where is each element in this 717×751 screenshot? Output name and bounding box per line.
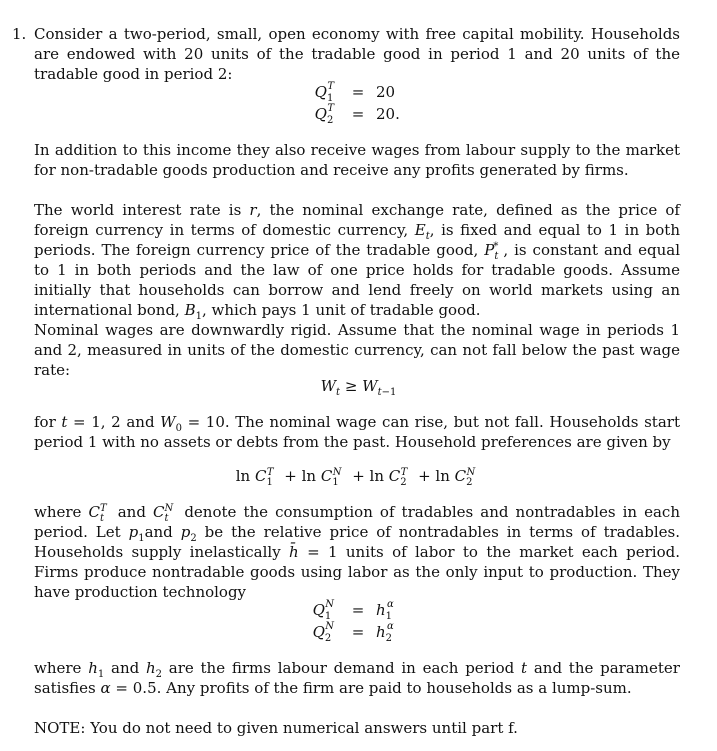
interest-rate-paragraph: The world interest rate is r, the nominal exchange rate, defined as the price of foreign currency in terms of domestic currency, $E_t$, is fixed and equal to 1 in both periods. The foreign currency price of the tradable good, $P_t^*$ , is constant and equal to 1 in both periods and the law of one price holds for tradable goods. Assume initially that households can borrow and lend freely on world markets using an international bond, $B_1$, which pays 1 unit of tradable good. bbox=[34, 201, 680, 322]
consumption-paragraph: where $C_t^T$ and $C_t^N$ denote the consumption of tradables and nontradables in each period. Let $p_1and$ $p_2$ be the relative price of nontradables in terms of tradables. Households supply inelastically h̄ = 1 units of labor to the market each period. Firms produce nontradable goods using labor as the only input to production. They have production technology bbox=[34, 503, 680, 601]
labour-demand-paragraph: where $h_1$ and $h_2$ are the firms labour demand in each period t and the parameter satisfies α = 0.5. Any profits of the firm are paid to households as a lump-sum. bbox=[34, 659, 680, 697]
item-number: 1. bbox=[12, 25, 27, 43]
wage-conditions-paragraph: for t = 1, 2 and $W_0 = 10$. The nominal wage can rise, but not fall. Households start period 1 with no assets or debts from the past. Household preferences are given by bbox=[34, 413, 680, 451]
intro-paragraph: Consider a two-period, small, open economy with free capital mobility. Households are endowed with 20 units of the tradable good in period 1 and 20 units of the tradable good in period 2: bbox=[34, 25, 680, 83]
income-paragraph: In addition to this income they also receive wages from labour supply to the market for non-tradable goods production and receive any profits generated by firms. bbox=[34, 141, 680, 179]
wage-rigidity-paragraph: Nominal wages are downwardly rigid. Assume that the nominal wage in periods 1 and 2, measured in units of the domestic currency, can not fall below the past wage rate: bbox=[34, 321, 680, 379]
problem-page: 1. Consider a two-period, small, open economy with free capital mobility. Households are endowed with 20 units of the tradable good in period 1 and 20 units of the tradable good in period 2: $Q_1^T$ = 20 $Q_2^T$ = 20. In addition to this income they also receive wages from labour supply to the market for non-tradable goods production and receive any profits generated by firms. The world interest rate is r, the nominal exchange rate, defined as the price of foreign currency in terms of domestic currency, $E_t$, is fixed and equal to 1 in both periods. The foreign currency price of the tradable good, $P_t^*$ , is constant and equal to 1 in both periods and the law of one price holds for tradable goods. Assume initially that households can borrow and lend freely on world markets using an international bond, $B_1$, which pays 1 unit of tradable good. Nominal wages are downwardly rigid. Assume that the nominal wage in periods 1 and 2, measured in units of the domestic currency, can not fall below the past wage rate: $W_t \ge W_{t-1}$ for t = 1, 2 and $W_0 = 10$. The nominal wage can rise, but not fall. Households start period 1 with no assets or debts from the past. Household preferences are given by $\ln C_1^T + \ln C_1^N + \ln C_2^T + \ln C_2^N$ where $C_t^T$ and $C_t^N$ denote the consumption of tradables and nontradables in each period. Let $p_1and$ $p_2$ be the relative price of nontradables in terms of tradables. Households supply inelastically h̄ = 1 units of labor to the market each period. Firms produce nontradable goods using labor as the only input to production. They have production technology $Q_1^N$ = $h_1^\alpha$ $Q_2^N$ = $h_2^\alpha$ where $h_1$ and $h_2$ are the firms labour demand in each period t and the parameter satisfies α = 0.5. Any profits of the firm are paid to households as a lump-sum. NOTE: You do not need to given numerical answers until part f. bbox=[0, 0, 717, 751]
preferences-equation: $\ln C_1^T + \ln C_1^N + \ln C_2^T + \ln C_2^N$ bbox=[235, 467, 476, 488]
note-line: NOTE: You do not need to given numerical answers until part f. bbox=[34, 719, 518, 737]
wage-inequality: $W_t \ge W_{t-1}$ bbox=[320, 377, 397, 398]
